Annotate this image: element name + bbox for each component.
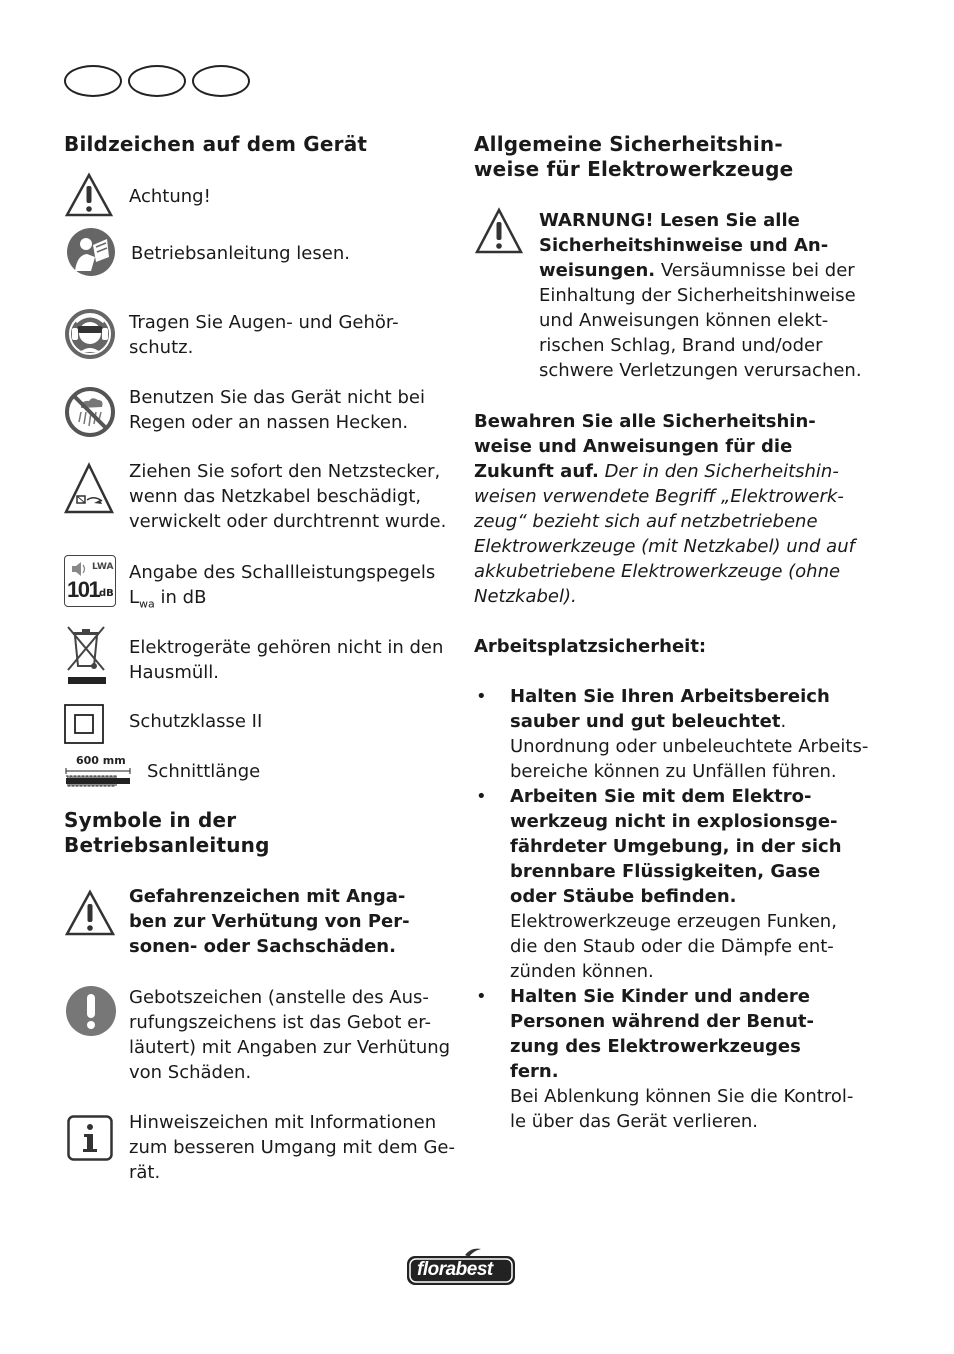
- protection-class-ii-icon: [64, 704, 104, 744]
- read-manual-icon: [65, 227, 117, 277]
- symbol-text: Elektrogeräte gehören nicht in den Hausmüll.: [129, 637, 444, 683]
- info-sign-icon: [67, 1115, 113, 1161]
- warning-triangle-icon: [64, 172, 114, 218]
- heading-general-safety: Allgemeine Sicherheitshin- weise für Elektrowerkzeuge: [474, 132, 794, 181]
- symbol-text: Gefahrenzeichen mit Anga- ben zur Verhütung von Per- sonen- oder Sachschäden.: [129, 886, 410, 957]
- speaker-icon: [70, 561, 90, 577]
- language-oval: [192, 65, 250, 97]
- bullet-item: Halten Sie Ihren Arbeitsbereich sauber und gut beleuchtet. Unordnung oder unbeleuchtete Arbeits- bereiche können zu Unfällen führen.: [510, 686, 869, 782]
- symbol-text: Hinweiszeichen mit Informationen zum besseren Umgang mit dem Ge- rät.: [129, 1112, 455, 1183]
- language-oval: [64, 65, 122, 97]
- warning-triangle-icon: [474, 207, 524, 255]
- bullet-item: Arbeiten Sie mit dem Elektro- werkzeug nicht in explosionsge- fährdeter Umgebung, in der sich brennbare Flüssigkeiten, Gase oder Stäube befinden. Elektrowerkzeuge erzeugen Funken, die den Staub oder die Dämpfe ent- zünden können.: [510, 786, 842, 982]
- symbol-text: Betriebsanleitung lesen.: [131, 243, 350, 264]
- mandatory-sign-icon: [65, 985, 117, 1037]
- language-oval: [128, 65, 186, 97]
- symbol-text: Ziehen Sie sofort den Netzstecker, wenn das Netzkabel beschädigt, verwickelt oder durchtrennt wurde.: [129, 461, 447, 532]
- sound-level-icon: LWA 101 dB: [64, 555, 116, 607]
- heading-manual-symbols: Symbole in der Betriebsanleitung: [64, 808, 270, 857]
- blade-icon: [64, 768, 132, 792]
- warning-text: WARNUNG! Lesen Sie alle Sicherheitshinweise und An- weisungen. Versäumnisse bei der Einhaltung der Sicherheitshinweise und Anweisungen können elekt- rischen Schlag, Brand und/oder schwere Verletzungen verursachen.: [539, 210, 862, 381]
- symbol-text: Tragen Sie Augen- und Gehör- schutz.: [129, 312, 399, 358]
- workplace-heading: Arbeitsplatzsicherheit:: [474, 636, 707, 657]
- keep-instructions-text: Bewahren Sie alle Sicherheitshin- weise und Anweisungen für die Zukunft auf. Der in den Sicherheitshin- weisen verwendete Begriff „Elektrowerk- zeug“ bezieht sich auf netzbetriebene Elektrowerkzeuge (mit Netzkabel) und auf akkubetriebene Elektrowerkzeuge (ohne Netzkabel).: [474, 411, 855, 607]
- symbol-text: Angabe des Schallleistungspegels $L_{wa}$ in dB: [129, 562, 436, 611]
- danger-triangle-icon: [64, 889, 116, 937]
- bullet-marker: •: [476, 986, 487, 1007]
- bullet-marker: •: [476, 786, 487, 807]
- symbol-text: Schutzklasse II: [129, 711, 263, 732]
- crossed-bin-icon: [64, 624, 110, 686]
- symbol-text: Benutzen Sie das Gerät nicht bei Regen oder an nassen Hecken.: [129, 387, 425, 433]
- heading-device-symbols: Bildzeichen auf dem Gerät: [64, 132, 368, 156]
- no-rain-icon: [64, 386, 116, 438]
- bullet-marker: •: [476, 686, 487, 707]
- unplug-warning-icon: [64, 462, 114, 514]
- bullet-item: Halten Sie Kinder und andere Personen während der Benut- zung des Elektrowerkzeuges fern. Bei Ablenkung können Sie die Kontrol- le über das Gerät verlieren.: [510, 986, 854, 1132]
- symbol-text: Gebotszeichen (anstelle des Aus- rufungszeichens ist das Gebot er- läutert) mit Angaben zur Verhütung von Schäden.: [129, 987, 451, 1083]
- cutting-length-icon: 600 mm: [64, 754, 134, 794]
- eye-ear-protection-icon: [64, 308, 116, 360]
- symbol-text: Achtung!: [129, 186, 211, 207]
- florabest-logo: florabest: [405, 1247, 517, 1287]
- symbol-text: Schnittlänge: [147, 761, 261, 782]
